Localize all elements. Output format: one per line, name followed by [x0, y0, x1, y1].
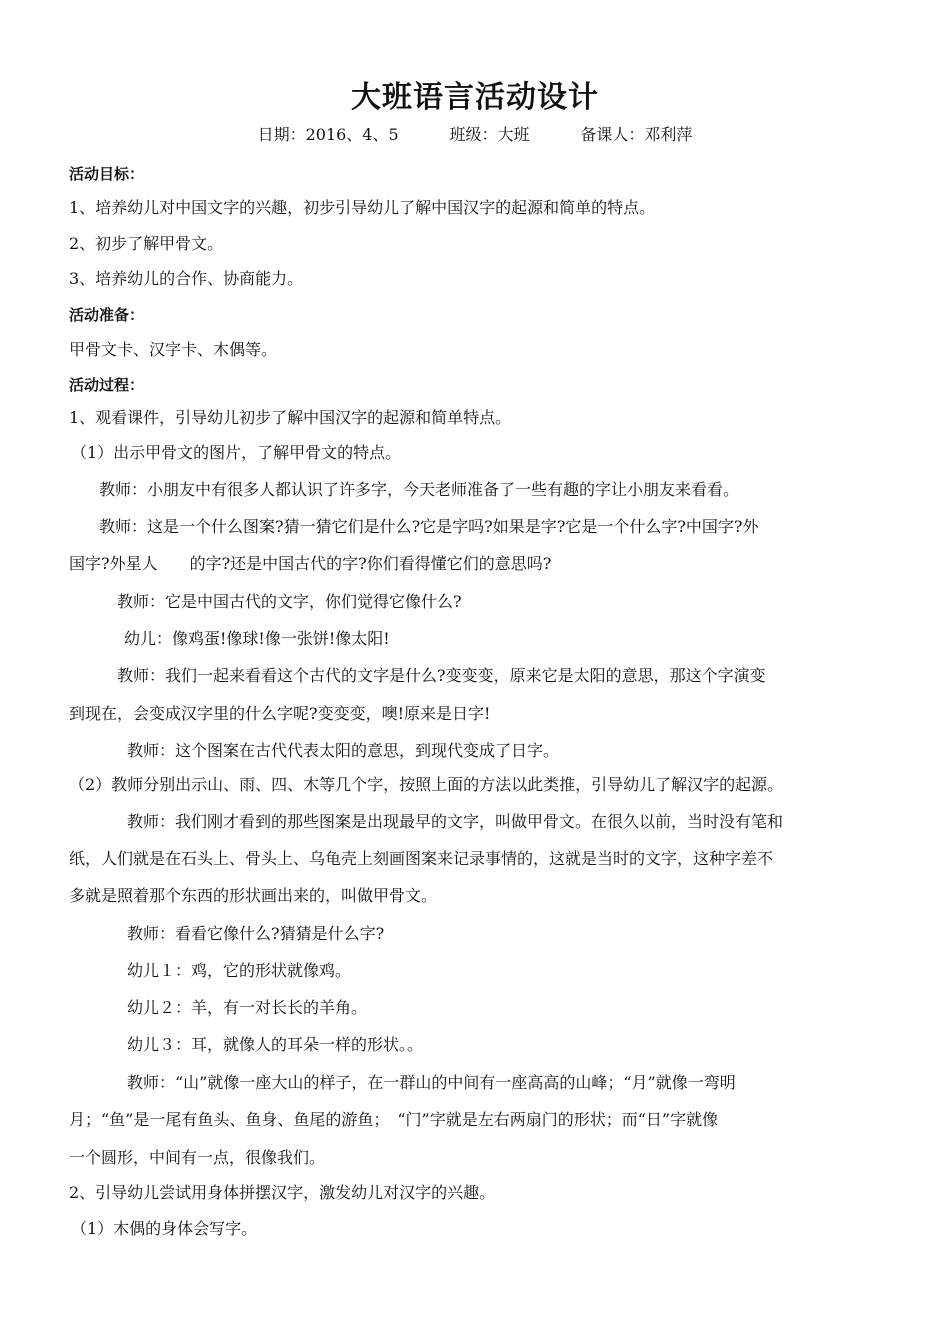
- page-title: 大班语言活动设计: [351, 80, 599, 115]
- paragraph-line: 1、培养幼儿对中国文字的兴趣，初步引导幼儿了解中国汉字的起源和简单的特点。: [69, 198, 656, 217]
- meta-line: [0, 124, 950, 146]
- paragraph-line: 纸，人们就是在石头上、骨头上、乌龟壳上刻画图案来记录事情的，这就是当时的文字，这种字差不: [69, 849, 774, 868]
- heading-goals: 活动目标：: [69, 165, 145, 183]
- date-text: 日期：2016、4、5: [257, 125, 399, 144]
- paragraph-line: 教师：小朋友中有很多人都认识了许多字，今天老师准备了一些有趣的字让小朋友来看看。: [99, 480, 740, 499]
- heading-preparation: 活动准备：: [69, 306, 145, 324]
- paragraph-line: 教师：“山”就像一座大山的样子，在一群山的中间有一座高高的山峰；“月”就像一弯明: [127, 1073, 736, 1092]
- paragraph-line: 2、引导幼儿尝试用身体拼摆汉字，激发幼儿对汉字的兴趣。: [69, 1183, 496, 1202]
- author-text: 备课人：邓利萍: [580, 125, 693, 144]
- paragraph-line: 教师：它是中国古代的文字，你们觉得它像什么?: [117, 592, 462, 611]
- paragraph-line: 幼儿２：羊，有一对长长的羊角。: [127, 998, 368, 1017]
- paragraph-line: 一个圆形，中间有一点，很像我们。: [69, 1148, 326, 1167]
- paragraph-line: 幼儿３：耳，就像人的耳朵一样的形状。。: [127, 1035, 424, 1054]
- paragraph-line: 到现在，会变成汉字里的什么字呢?变变变，噢!原来是日字!: [69, 704, 491, 723]
- paragraph-line: 多就是照着那个东西的形状画出来的，叫做甲骨文。: [69, 886, 438, 905]
- class-text: 班级：大班: [449, 125, 530, 144]
- paragraph-line: 教师：看看它像什么?猜猜是什么字?: [127, 924, 385, 943]
- paragraph-line: 幼儿１：鸡，它的形状就像鸡。: [127, 961, 352, 980]
- paragraph-line: 甲骨文卡、汉字卡、木偶等。: [69, 340, 278, 359]
- paragraph-line: （2）教师分别出示山、雨、四、木等几个字，按照上面的方法以此类推，引导幼儿了解汉字的起源。: [69, 775, 784, 794]
- paragraph-line: 教师：我们刚才看到的那些图案是出现最早的文字，叫做甲骨文。在很久以前，当时没有笔和: [127, 812, 784, 831]
- paragraph-line: 1、观看课件，引导幼儿初步了解中国汉字的起源和简单特点。: [69, 408, 512, 427]
- paragraph-line: 月；“鱼”是一尾有鱼头、鱼身、鱼尾的游鱼； “门”字就是左右两扇门的形状；而“日”字就像: [69, 1110, 719, 1129]
- paragraph-line: 国字?外星人 的字?还是中国古代的字?你们看得懂它们的意思吗?: [69, 554, 552, 573]
- paragraph-line: 2、初步了解甲骨文。: [69, 234, 224, 253]
- paragraph-line: （1）木偶的身体会写字。: [71, 1219, 258, 1238]
- paragraph-line: 教师：这个图案在古代代表太阳的意思，到现代变成了日字。: [127, 741, 560, 760]
- heading-process: 活动过程：: [69, 376, 145, 394]
- paragraph-line: 3、培养幼儿的合作、协商能力。: [69, 269, 304, 288]
- paragraph-line: 幼儿：像鸡蛋!像球!像一张饼!像太阳!: [124, 629, 390, 648]
- paragraph-line: （1）出示甲骨文的图片，了解甲骨文的特点。: [71, 443, 402, 462]
- paragraph-line: 教师：我们一起来看看这个古代的文字是什么?变变变，原来它是太阳的意思，那这个字演变: [117, 666, 766, 685]
- paragraph-line: 教师：这是一个什么图案?猜一猜它们是什么?它是字吗?如果是字?它是一个什么字?中国字?外: [99, 517, 759, 536]
